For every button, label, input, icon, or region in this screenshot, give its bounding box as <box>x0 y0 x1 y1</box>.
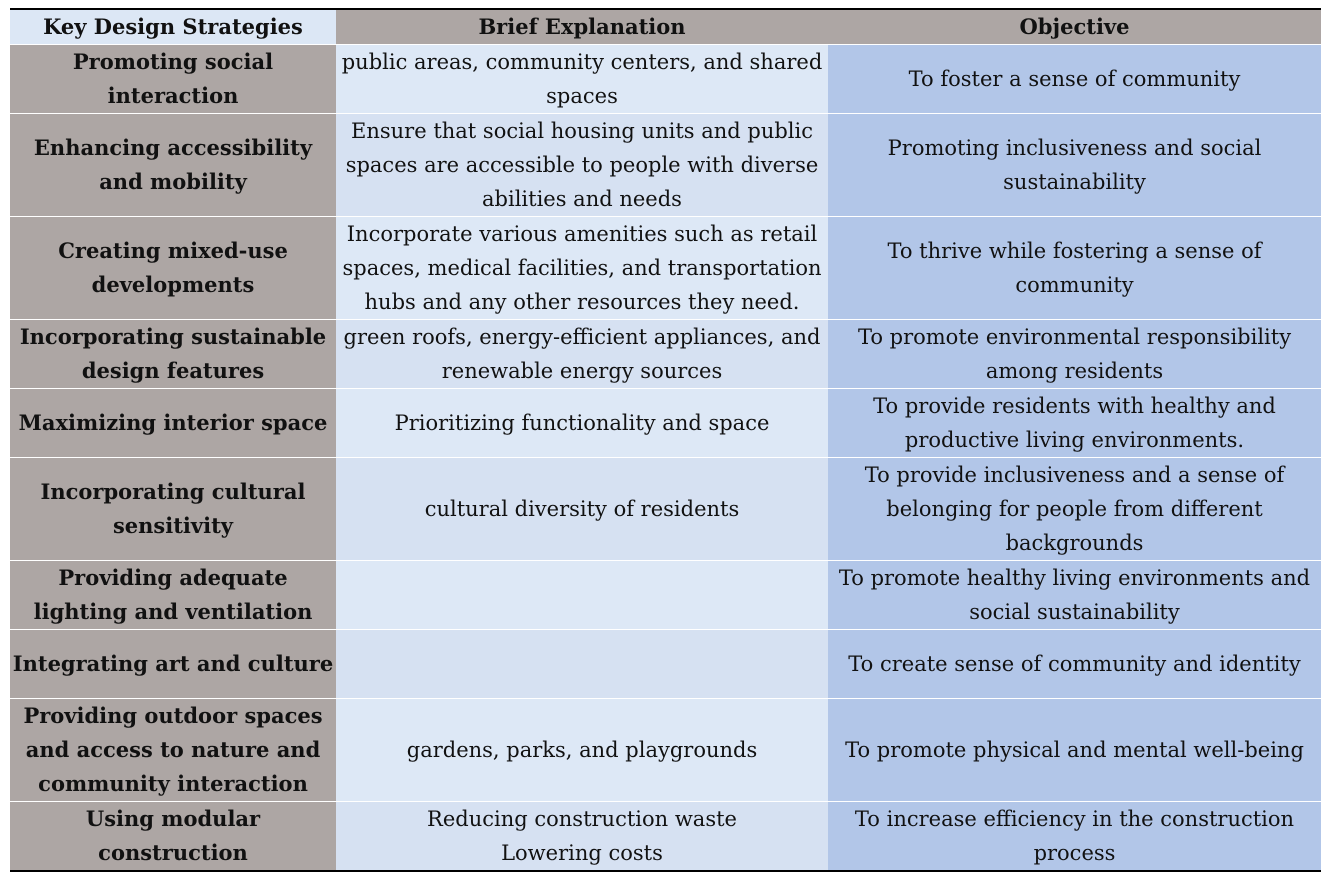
explanation-cell: cultural diversity of residents <box>336 458 828 561</box>
objective-cell: To increase efficiency in the construction process <box>828 802 1321 872</box>
explanation-cell: gardens, parks, and playgrounds <box>336 699 828 802</box>
explanation-cell: green roofs, energy-efficient appliances, and renewable energy sources <box>336 320 828 389</box>
table-row <box>10 699 1321 802</box>
strategy-cell: Providing outdoor spaces and access to nature and community interaction <box>10 699 336 802</box>
strategy-cell: Creating mixed-use developments <box>10 217 336 320</box>
explanation-cell: public areas, community centers, and shared spaces <box>336 45 828 114</box>
explanation-cell: Incorporate various amenities such as retail spaces, medical facilities, and transportation hubs and any other resources they need. <box>336 217 828 320</box>
table-row <box>10 217 1321 320</box>
table-row <box>10 458 1321 561</box>
strategy-cell: Promoting social interaction <box>10 45 336 114</box>
table-row <box>10 114 1321 217</box>
strategy-cell: Integrating art and culture <box>10 630 336 699</box>
strategy-cell: Maximizing interior space <box>10 389 336 458</box>
table-header-row <box>10 9 1321 45</box>
table-row <box>10 45 1321 114</box>
explanation-cell: Prioritizing functionality and space <box>336 389 828 458</box>
strategy-cell: Enhancing accessibility and mobility <box>10 114 336 217</box>
objective-cell: To thrive while fostering a sense of community <box>828 217 1321 320</box>
table-row <box>10 389 1321 458</box>
strategy-cell: Incorporating sustainable design features <box>10 320 336 389</box>
objective-cell: To provide inclusiveness and a sense of belonging for people from different backgrounds <box>828 458 1321 561</box>
header-brief-explanation: Brief Explanation <box>336 9 828 45</box>
design-strategies-table-container <box>10 8 1321 872</box>
explanation-cell <box>336 630 828 699</box>
header-objective: Objective <box>828 9 1321 45</box>
explanation-cell: Reducing construction waste Lowering costs <box>336 802 828 872</box>
objective-cell: To foster a sense of community <box>828 45 1321 114</box>
header-key-design-strategies: Key Design Strategies <box>10 9 336 45</box>
objective-cell: To promote environmental responsibility among residents <box>828 320 1321 389</box>
objective-cell: To provide residents with healthy and productive living environments. <box>828 389 1321 458</box>
table-row <box>10 630 1321 699</box>
table-row <box>10 802 1321 872</box>
table-row <box>10 320 1321 389</box>
strategy-cell: Incorporating cultural sensitivity <box>10 458 336 561</box>
strategy-cell: Providing adequate lighting and ventilation <box>10 561 336 630</box>
explanation-cell: Ensure that social housing units and public spaces are accessible to people with diverse abilities and needs <box>336 114 828 217</box>
objective-cell: To create sense of community and identity <box>828 630 1321 699</box>
objective-cell: To promote healthy living environments and social sustainability <box>828 561 1321 630</box>
design-strategies-table <box>10 8 1321 872</box>
strategy-cell: Using modular construction <box>10 802 336 872</box>
objective-cell: Promoting inclusiveness and social sustainability <box>828 114 1321 217</box>
objective-cell: To promote physical and mental well-being <box>828 699 1321 802</box>
explanation-cell <box>336 561 828 630</box>
table-row <box>10 561 1321 630</box>
